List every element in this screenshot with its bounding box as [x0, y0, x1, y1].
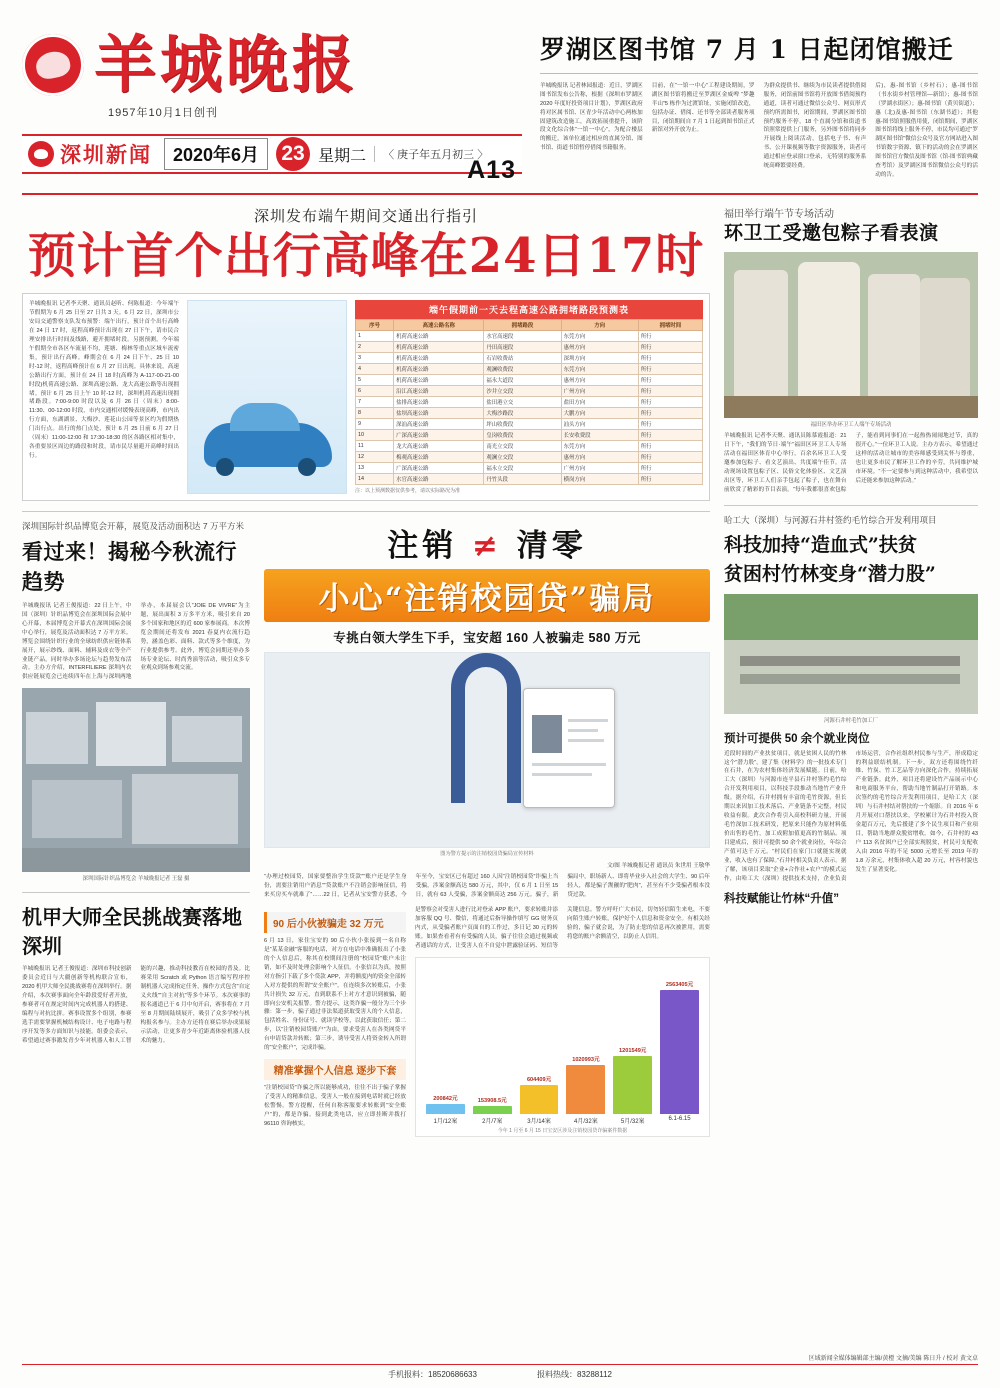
- chart-bar-column: [520, 964, 559, 1114]
- news-hotline[interactable]: 报料热线：83288112: [536, 1370, 612, 1379]
- campus-loan-feature: [264, 520, 710, 1137]
- bamboo-subhead-2: 科技赋能让竹林“升值”: [724, 892, 839, 905]
- table-cell: 沿江高速公路: [394, 386, 484, 397]
- table-cell: 惠州方向: [561, 452, 638, 463]
- table-cell: 所行: [638, 386, 702, 397]
- table-cell: 福永立交段: [484, 463, 561, 474]
- table-cell: 汕头方向: [561, 419, 638, 430]
- table-cell: 机荷高速公路: [394, 375, 484, 386]
- chart-bar: [613, 1056, 652, 1114]
- table-cell: 大梅沙路段: [484, 408, 561, 419]
- table-cell: 南光立交段: [484, 441, 561, 452]
- sun-logo-icon: [22, 34, 84, 96]
- table-cell: 深圳方向: [561, 353, 638, 364]
- car-icon: [204, 423, 332, 467]
- table-cell: 4: [356, 364, 394, 375]
- table-cell: 所行: [638, 474, 702, 485]
- chart-bar: [566, 1065, 605, 1114]
- chart-x-tick: 5月/32案: [620, 1118, 645, 1125]
- sanitation-headline: 环卫工受邀包粽子看表演: [724, 222, 939, 245]
- right-column: [724, 205, 978, 1136]
- divider: [22, 892, 250, 893]
- masthead-divider: [22, 193, 978, 195]
- jam-forecast-table: [355, 319, 703, 485]
- section-band: [22, 134, 522, 174]
- chart-bar-value: 2563405元: [665, 982, 694, 989]
- table-header-cell: 拥堵路段: [484, 320, 561, 331]
- chart-bar-value: 153908.5元: [477, 1098, 507, 1105]
- article-paragraph: 目前，在“一馆一中心”工程建设期间，罗湖区图书馆将搬迁至罗湖区金威啤 “梦趣半山”5 栋作为过渡馆址，实施闭馆改造，包括办证、借阅、还书等全部读者服务项目，闭馆期间自 7 月 1 日起到图书馆正式新馆对外开放为止。: [651, 83, 755, 134]
- table-cell: 东莞方向: [561, 331, 638, 342]
- issue-date: 2020年6月: [164, 138, 268, 170]
- bamboo-body: 近段时间的产业扶贫项目，就是贫困人民的竹林这个“潜力股”，建了集《材料学》的一批技术专门在石井，在为农村集体经济发展赋能。日前，哈工大（深圳）与河源市连平县石井村签约毛竹综合开发利用项目，以科技手段推动当地竹产业升级。据介绍，石井村拥有丰富的毛竹资源，但长期以来因加工技术落后、产业链条不完整，村民收益有限。此次合作将引入高校科研力量，开展毛竹深加工技术研发，把原来只能作为原材料低价出售的毛竹，加工成附加值更高的竹制品。项目建成后，预计可提供 50 余个就业岗位，年综合产值可达千万元。“村民们在家门口就能实现就业，收入也有了保障。”石井村相关负责人表示。据了解，该项目采取“企业+合作社+农户”的模式运作，由哈工大（深圳）提供技术支持，企业负责市场运营，合作社组织村民参与生产，形成稳定的利益联结机制。下一步，双方还将围绕竹纤维、竹炭、竹工艺品等方向深化合作，持续拓展产业链条。此外，项目还将建设竹产品展示中心和电商服务平台，帮助当地竹制品打开销路。本次签约的毛竹综合开发利用项目，是哈工大（深圳）与石井村结对帮扶的一个缩影。自 2016 年 6 月开展对口帮扶以来，学校累计为石井村投入资金超百万元，先后援建了多个民生项目和产业项目，帮助当地群众脱贫增收。如今，石井村的 43 户 113 名贫困户已全部实现脱贫，村民可支配收入由 2016 年的不足 5000 元增长至 2019 年的 1.8 万余元，村集体收入超 20 万元，村容村貌也发生了显著变化。: [724, 750, 978, 882]
- table-cell: 1: [356, 331, 394, 342]
- table-row: [356, 474, 703, 485]
- chart-bar-value: 200842元: [433, 1096, 458, 1102]
- bamboo-kicker: 哈工大（深圳）与河源石井村签约毛竹综合开发利用项目: [724, 514, 937, 525]
- table-row: [356, 397, 703, 408]
- table-header-cell: 拥堵时间: [638, 320, 702, 331]
- table-cell: 长安收费段: [561, 430, 638, 441]
- lead-kicker: 深圳发布端午期间交通出行指引: [253, 208, 478, 226]
- table-cell: 盐田方向: [561, 397, 638, 408]
- table-header-row: [356, 320, 703, 331]
- table-cell: 所行: [638, 430, 702, 441]
- sub3-body: 是警察会对受害人进行比对登录 APP 账户，要求转账并添加客服 QQ 号、微信，将通过后指导操作填写 GG 财务页内式，从受骗者账户页面自的工作过，多日记 30 元的转账。如果查看者有有受骗的人员，骗子往往会通过视频或者通话的方式，让受害人在不自觉中泄露验证码、短信等关键信息。警方呼吁广大市民，切勿轻信陌生来电，不要向陌生账户转账，保护好个人信息和资金安全。有相关经验的，骗子就会说，为了防止您的信息再次被泄用，需要将您的账户余额清空，以防止人信用。: [415, 906, 710, 949]
- table-cell: 惠州方向: [561, 342, 638, 353]
- chart-x-tick: 6.1-6.15: [668, 1115, 691, 1122]
- table-header-cell: 序号: [356, 320, 394, 331]
- table-cell: 深汕高速公路: [394, 419, 484, 430]
- chart-bar-column: [566, 964, 605, 1114]
- table-cell: 龙大高速公路: [394, 441, 484, 452]
- feature-title-equation: [264, 520, 710, 565]
- fraud-amount-chart: [415, 957, 710, 1137]
- table-cell: 机荷高速公路: [394, 331, 484, 342]
- table-cell: 所行: [638, 331, 702, 342]
- table-cell: 所行: [638, 364, 702, 375]
- table-cell: 横岗方向: [561, 474, 638, 485]
- robomaster-body: 羊城晚报讯 记者王俊报道：深圳市科技创新委员会近日与大疆创新等机构联合宣布，2020 机甲大师全民挑战赛将在深圳举行。据介绍，本次赛事面向全年龄段爱好者开放，参赛者可在规定时间内完成机器人的搭建、编程与对抗比拼。赛事设置多个组别，参赛选手需要掌握机械结构设计、电子电路与程序开发等多方面知识与技能。组委会表示，希望通过赛事激发青少年对机器人和人工智能的兴趣，推动科技教育在校园的普及。比赛采用 Scratch 或 Python 语言编写程序控制机器人完成指定任务，操作方式包含“自定义火线”“自主对抗”等多个环节。本次赛事的报名通道已于 6 月中旬开启，赛事将在 7 月至 8 月期间陆续展开，吸引了众多学校与机构报名参与。主办方还将在赛后举办成果展示活动，让更多青少年近距离体验机器人技术的魅力。: [22, 966, 250, 1044]
- table-cell: 福永大道段: [484, 375, 561, 386]
- expo-photo: [22, 688, 250, 872]
- table-row: [356, 408, 703, 419]
- page-number: A13: [467, 156, 516, 184]
- section-logo-icon: [28, 141, 54, 167]
- sanitation-photo-caption: 福田区举办环卫工人端午专场活动: [810, 422, 892, 429]
- table-cell: 机荷高速公路: [394, 353, 484, 364]
- table-cell: 所行: [638, 452, 702, 463]
- mobile-hotline[interactable]: 手机报料：18520686633: [388, 1370, 477, 1379]
- feature-subtitle: 专挑白领大学生下手，宝安超 160 人被骗走 580 万元: [333, 631, 641, 646]
- table-cell: 所行: [638, 375, 702, 386]
- table-cell: 7: [356, 397, 394, 408]
- jam-table-note: 注：以上预测数据仅供参考，请以实际路况为准: [355, 488, 461, 495]
- table-cell: 东莞方向: [561, 441, 638, 452]
- table-cell: 水官高速段: [484, 331, 561, 342]
- table-cell: 所行: [638, 353, 702, 364]
- table-cell: 11: [356, 441, 394, 452]
- page-credits: 区域新闻全媒体编辑部主编/黄橙 文摘/美编 陈日升 / 校对 黄文卓: [808, 1356, 978, 1362]
- sub2-heading: 精准掌握个人信息 逐步下套: [264, 1059, 406, 1080]
- table-row: [356, 430, 703, 441]
- sanitation-photo: [724, 252, 978, 418]
- table-cell: 广深高速公路: [394, 430, 484, 441]
- masthead: [22, 0, 978, 184]
- sanitation-body: 羊城晚报讯 记者李天聚、通讯员陈慕霞报道：21 日下午，“我们的节日·端午”福田区环卫工人专场活动在福田区体育中心举行，百余名环卫工人受邀参加包粽子、看文艺演出、共度端午佳节。活动现场设置包粽子区、民俗文化体验区、文艺演出区等，环卫工人们亲手包起了粽子，也在舞台前欣赏了精彩的节目表演。“每年我都很喜欢包粽子，能看到同事们在一起热热闹闹地过节，真的很开心。”一位环卫工人说。主办方表示，希望通过这样的活动让城市的美容师感受到关怀与尊重，也让更多市民了解环卫工作的辛劳，共同维护城市环境。“不一定要参与到这种活动中，我希望以后还能来参加这种活动。”: [724, 433, 978, 493]
- divider: [540, 73, 978, 74]
- chart-bar: [520, 1085, 559, 1114]
- sanitation-kicker: 福田举行端午节专场活动: [724, 209, 834, 221]
- table-row: [356, 386, 703, 397]
- table-cell: 惠州方向: [561, 375, 638, 386]
- issue-weekday: 星期二: [318, 147, 367, 165]
- knitting-expo-story: [22, 520, 250, 1137]
- portrait-photo: [532, 715, 562, 753]
- sub2-body: “注销校园贷”诈骗之所以能够成功，往往不出于骗子掌握了受害人的精准信息，受害人一般在接到电话时就已经放松警惕。警方提醒，任何自称客服要求转账到“安全账户”的，都是诈骗。接到此类电话，应立即挂断并拨打 96110 咨询核实。: [264, 1085, 406, 1127]
- page-footer: [22, 1364, 978, 1380]
- jam-forecast-table-wrap: [355, 300, 703, 494]
- sub1-heading: 90 后小伙被骗走 32 万元: [264, 912, 406, 933]
- chart-bars: [420, 964, 705, 1114]
- table-row: [356, 331, 703, 342]
- chart-x-labels: [420, 1114, 705, 1125]
- feature-sub3: [415, 906, 710, 1137]
- feature-sub1: [264, 906, 406, 1137]
- chart-bar-value: 1201549元: [619, 1047, 647, 1054]
- table-cell: 机荷高速公路: [394, 342, 484, 353]
- table-cell: 水官高速公路: [394, 474, 484, 485]
- table-cell: 3: [356, 353, 394, 364]
- chart-x-tick: 4月/32案: [574, 1118, 598, 1125]
- table-cell: 10: [356, 430, 394, 441]
- jam-table-title: 端午假期前一天去程高速公路拥堵路段预测表: [355, 300, 703, 319]
- table-cell: 所行: [638, 463, 702, 474]
- article-paragraph: 羊城晚报讯 记者林园报道：近日，罗湖区图书馆发布公告称，根据《深圳市罗湖区 2020 年度好投资项目计划》，罗湖区政府将对区属书馆、区青少年活动中心两栋加固建筑改造施工，高效拓展重提升，该阶段文化综合体“一馆一中心”，为配合楼层的搬迁，该单位通过相应的直属分馆、图书馆、街道书馆暂停借阅书籍服务。: [540, 83, 643, 152]
- masthead-logo-row: [22, 28, 522, 101]
- chart-x-tick: 2月/7案: [482, 1118, 503, 1125]
- feature-lead-body: “办理过校园贷，国家要整治学生贷款”“账户还是学生身份，需要注销用户消息”“贷款账户不注销会影响征信，将来买房买车就难了”……22 日，记者从宝安警方获悉，今年至今，宝安区已有超过 160 人因“注销校园贷”诈骗上当受骗，涉案金额高达 580 万元，其中，仅 6 月 1 日至 15 日，就有 63 人受骗，涉案金额高达 256 万元。骗子，新骗局中，职场新人、即将毕业步入社会的大学生、90 后年轻人，都是骗子觊觎的“肥肉”，甚至有不少受骗者根本没贷过款。: [264, 874, 710, 899]
- table-cell: 广深高速公路: [394, 463, 484, 474]
- expo-body: 羊城晚报讯 记者王俊报道：22 日上午，中国（深圳）针织品博览会在深圳国际会展中心开幕，本届博览会开幕式在深圳国际会展中心举行，展览及活动面积达 7 万平方米。博览会围绕针织行业的全球纺织供应链体系展开，展示纱线、面料、辅料及成衣等全产业链产品，同时举办多场论坛与趋势发布活动。主办方介绍，INTERFILIERE 深圳内衣供应链展览会已连续四年在上海与深圳两地举办，本届展会以“JOIE DE VIVRE”为主题，展出面积 3 万多平方米，吸引来自 20 多个国家和地区的近 600 家参展商。本次博览会期间还将发布 2021 春夏内衣流行趋势，涵盖色彩、面料、款式等多个维度，为行业提供参考。此外，博览会同期还举办多场专业论坛、时尚秀演等活动，吸引众多专业观众到场参观交流。: [22, 602, 250, 681]
- lead-text: 羊城晚报讯 记者李天聚、通讯员赵昕、何陈报道：今年端午节假期为 6 月 25 日至 27 日共 3 天。6 月 22 日，深圳市公安局交通警察支队发布预警：端午出行，预计首个出行高峰在 24 日 17 时，返程高峰预计出现在 27 日下午，请市民合理安排出行时间及线路，避开拥堵时段。另据预测，今年端午假期全市各区车流量不均，莲塘、梅林等重点区域车流密集，预计出行高峰。峰期会在 6 月 24 日下午、25 日 10 时-12 时，返程高峰预计在 6 月 27 日出现。具体来说，高速公路出行方面，预计在 24 日 18 时(高峰为 A-117-00-21-00 时段)机荷高速公路、深圳高速公路、龙大高速公路等出现拥堵。预计 6 月 25 日上午 10 时-12 时，深圳机荷高速出现拥堵路段。7:00-9:00 时段以及 6 月 26 日（周末）8:00-11:30、00-12:00 时段，市内交通相对缓慢表现高峰，市内出行方面，东湖湖景、大梅沙、莲花山公园等景区约为假期热门出行点。出行的热门点处，预计 6 月 25 日前 6 月 27 日（周末）11:00-12:00 和 17:30-18:30 的区各路区相对集中，各重要景区周边的路段和时段，请市民尽量避开高峰时间出行。: [29, 301, 179, 460]
- left-column: [22, 205, 710, 1136]
- table-cell: 8: [356, 408, 394, 419]
- student-id-card: [523, 688, 615, 808]
- table-cell: 盐排高速公路: [394, 397, 484, 408]
- table-header-cell: 方向: [561, 320, 638, 331]
- top-right-headline: 罗湖区图书馆 7 月 1 日起闭馆搬迁: [540, 35, 954, 64]
- top-right-columns: [540, 82, 978, 179]
- expo-photo-caption: 深圳国际针织品博览会 羊城晚报记者 王磊 摄: [82, 876, 190, 883]
- not-equal-icon: ≠: [472, 528, 502, 565]
- table-cell: 广州方向: [561, 386, 638, 397]
- feature-word-cancel: 注销: [387, 528, 458, 565]
- table-cell: 13: [356, 463, 394, 474]
- feature-word-clear: 清零: [516, 528, 587, 565]
- table-cell: 所行: [638, 408, 702, 419]
- founded-date: 1957年10月1日创刊: [108, 107, 218, 119]
- table-cell: 所行: [638, 342, 702, 353]
- table-cell: 大鹏方向: [561, 408, 638, 419]
- newspaper-title: 羊城晚报: [94, 28, 359, 101]
- article-paragraph: 为群众提供书、继续为市民读者提供借阅服务，闭馆前图书馆将开放图书借阅预约通道，读者可通过微信公众号、网页形式预约所需图书，闭馆期间，罗湖区图书馆预约服务不停，18 个直属分馆和街道书馆照常提供上门服务，另外图书馆将同步开展线上阅读活动，包括电子书、有声书、公开课视频等数字资源服务，读者可通过相应登录窗口登录，无特别的服务系统高峰繁要经费。: [763, 83, 867, 169]
- table-cell: 皇岗收费段: [484, 430, 561, 441]
- issue-lunar-date: 〈 庚子年五月初三 〉: [374, 146, 488, 162]
- article-paragraph: 后)，惠-图书馆（乡村石）；惠-图书馆（书水街乡村管理馆—新馆）；惠-图书馆（罗湖水街区）；惠-图书馆（黄贝街道）；惠（北)及惠-图书馆（东湖书道）；其他惠-图书馆照服借用使，闭馆期间，罗湖区图书馆将线上服务不停，市民均可通过“罗湖区图书馆”微信公众号及官方网站进入图书馆数字资源、镇下的活动的会在罗湖区图书馆官方微信及图书馆（馆-图书馆典藏查考馆）及罗湖区图书馆微信公众号的活动的告。: [875, 83, 978, 178]
- table-cell: 12: [356, 452, 394, 463]
- bamboo-headline-2: 贫困村竹林变身“潜力股”: [724, 563, 936, 586]
- divider: [22, 511, 710, 512]
- table-row: [356, 375, 703, 386]
- table-row: [356, 463, 703, 474]
- chart-bar-value: 1020993元: [572, 1056, 600, 1063]
- table-cell: 观澜立交段: [484, 452, 561, 463]
- table-cell: 沙井立交段: [484, 386, 561, 397]
- bamboo-photo-caption: 河源石井村毛竹加工厂: [824, 717, 878, 724]
- lanyard-illustration: [451, 653, 521, 803]
- chart-bar: [473, 1106, 512, 1113]
- chart-note: 今年 1 月至 6 月 15 日宝安区涉及注销校园贷诈骗案件数据: [497, 1127, 628, 1134]
- table-row: [356, 353, 703, 364]
- section-name: 深圳新闻: [60, 142, 152, 167]
- table-cell: 丹田高速段: [484, 342, 561, 353]
- car-illustration: [187, 300, 347, 494]
- chart-x-tick: 3月/14案: [527, 1118, 551, 1125]
- top-right-story: [522, 34, 978, 179]
- table-row: [356, 452, 703, 463]
- chart-bar-column: [613, 964, 652, 1114]
- bamboo-subhead: 预计可提供 50 余个就业岗位: [724, 732, 870, 745]
- table-row: [356, 441, 703, 452]
- table-cell: 机荷高速公路: [394, 364, 484, 375]
- bamboo-headline-1: 科技加持“造血式”扶贫: [724, 534, 917, 557]
- feature-title-block: [264, 520, 710, 646]
- chart-bar: [426, 1104, 465, 1114]
- table-cell: 东莞方向: [561, 364, 638, 375]
- robomaster-headline: 机甲大师全民挑战赛落地深圳: [22, 905, 242, 959]
- table-cell: 2: [356, 342, 394, 353]
- table-cell: 9: [356, 419, 394, 430]
- masthead-left: [22, 28, 522, 184]
- table-cell: 丹竹头段: [484, 474, 561, 485]
- table-cell: 广州方向: [561, 463, 638, 474]
- table-cell: 所行: [638, 441, 702, 452]
- table-row: [356, 419, 703, 430]
- lead-story-body: [22, 293, 710, 501]
- table-cell: 石岩收费站: [484, 353, 561, 364]
- table-cell: 盐坝高速公路: [394, 408, 484, 419]
- table-cell: 观澜收费段: [484, 364, 561, 375]
- bamboo-photo: [724, 594, 978, 714]
- feature-byline: 文/图 羊城晚报记者 通讯员 朱世用 王敬华: [607, 863, 710, 870]
- table-cell: 坪山收费段: [484, 419, 561, 430]
- feature-photo: [264, 652, 710, 848]
- divider: [724, 505, 978, 506]
- lead-headline: 预计首个出行高峰在24日17时: [27, 228, 705, 285]
- table-cell: 所行: [638, 419, 702, 430]
- table-cell: 盐田港立交: [484, 397, 561, 408]
- chart-bar: [660, 990, 699, 1113]
- table-row: [356, 342, 703, 353]
- table-cell: 14: [356, 474, 394, 485]
- chart-bar-value: 604409元: [526, 1076, 552, 1083]
- chart-bar-column: [426, 964, 465, 1114]
- feature-banner: 小心“注销校园贷”骗局: [264, 569, 710, 622]
- issue-day: 23: [276, 137, 310, 171]
- chart-x-tick: 1月/12案: [433, 1118, 458, 1125]
- table-cell: 5: [356, 375, 394, 386]
- table-row: [356, 364, 703, 375]
- sub1-body: 6 月 13 日，家住宝安的 90 后小伙小张接到一名自称是“某某金融”客服的电话，对方在电话中准确报出了小张的个人信息后，称其在校期间注册的“校园贷”账户未注销，如不及时处理会影响个人征信。小张信以为真，按照对方指引下载了多个贷款 APP，并将额度内的资金全部转入对方提供的所谓“安全账户”。在连续多次转账后，小张共计损失 32 万元，直到联系不上对方才意识到被骗，随即向公安机关报警。警方提示，这类诈骗一般分为三个步骤：第一步，骗子通过非法渠道获取受害人的个人信息，包括姓名、身份证号、就读学校等，以此获取信任；第二步，以“注销校园贷账户”为由，要求受害人在各类网贷平台申请贷款并转账；第三步，诱导受害人将资金转入所谓的“安全账户”，完成诈骗。: [264, 937, 406, 1052]
- chart-bar-column: [473, 964, 512, 1114]
- feature-photo-caption: 图为警方提示的注销校园贷骗局宣传材料: [440, 851, 534, 858]
- expo-kicker: 深圳国际针织品博览会开幕，展览及活动面积达 7 万平方米: [22, 521, 244, 532]
- table-cell: 6: [356, 386, 394, 397]
- feature-sub-columns: [264, 906, 710, 1137]
- mid-band: [22, 520, 710, 1137]
- table-cell: 所行: [638, 397, 702, 408]
- main-content: [22, 205, 978, 1136]
- table-header-cell: 高速公路名称: [394, 320, 484, 331]
- table-cell: 梅观高速公路: [394, 452, 484, 463]
- chart-bar-column: [660, 964, 699, 1114]
- expo-headline: 看过来！揭秘今秋流行趋势: [22, 538, 237, 594]
